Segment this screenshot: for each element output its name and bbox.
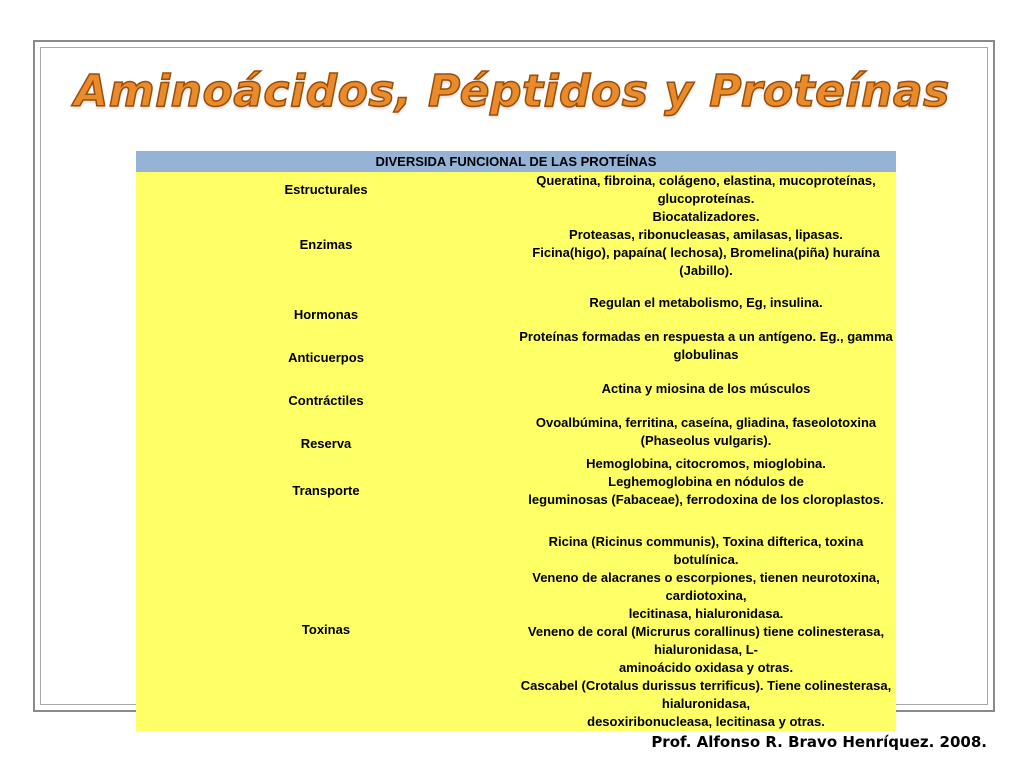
table-row — [136, 453, 896, 528]
description-line: Leghemoglobina en nódulos de — [608, 474, 804, 489]
description-cell — [516, 324, 896, 367]
description-line: leguminosas (Fabaceae), ferrodoxina de los cloroplastos. — [528, 492, 884, 507]
category-cell — [136, 453, 516, 528]
description-cell — [516, 410, 896, 453]
category-label: Estructurales — [284, 182, 368, 197]
description-cell — [516, 528, 896, 731]
category-label: Anticuerpos — [288, 350, 364, 365]
category-label: Transporte — [292, 482, 360, 498]
slide-title: Aminoácidos, Péptidos y Proteínas — [74, 66, 950, 117]
category-cell — [136, 208, 516, 281]
description-line: Biocatalizadores. — [652, 209, 760, 224]
protein-diversity-table — [136, 151, 896, 731]
table-row — [136, 172, 896, 208]
category-cell — [136, 324, 516, 367]
table-header-row — [136, 151, 896, 172]
table-row — [136, 528, 896, 731]
category-label: Contráctiles — [288, 393, 364, 408]
description-line: Veneno de coral (Micrurus corallinus) tiene colinesterasa, hialuronidasa, L- — [527, 624, 885, 657]
table-row — [136, 367, 896, 410]
description-cell — [516, 281, 896, 324]
category-label: Enzimas — [299, 236, 353, 252]
description-line: Queratina, fibroina, colágeno, elastina, mucoproteínas, glucoproteínas. — [536, 173, 876, 206]
category-label: Reserva — [300, 436, 352, 451]
category-cell — [136, 367, 516, 410]
table-header: DIVERSIDA FUNCIONAL DE LAS PROTEÍNAS — [136, 151, 896, 172]
table-row — [136, 208, 896, 281]
description-line: Veneno de alacranes o escorpiones, tienen neurotoxina, cardiotoxina, — [532, 570, 880, 603]
description-line: lecitinasa, hialuronidasa. — [628, 606, 784, 621]
description-line: Actina y miosina de los músculos — [601, 380, 811, 396]
category-cell — [136, 410, 516, 453]
category-cell — [136, 528, 516, 731]
description-line: Ovoalbúmina, ferritina, caseína, gliadina, faseolotoxina (Phaseolus vulgaris). — [535, 414, 877, 448]
description-line: Hemoglobina, citocromos, mioglobina. — [586, 456, 826, 471]
title-area — [0, 62, 1024, 142]
category-cell — [136, 172, 516, 208]
description-cell — [516, 172, 896, 208]
description-line: Proteínas formadas en respuesta a un antígeno. Eg., gamma globulinas — [519, 328, 893, 362]
description-line: Ricina (Ricinus communis), Toxina difterica, toxina botulínica. — [548, 534, 864, 567]
description-cell — [516, 367, 896, 410]
description-line: aminoácido oxidasa y otras. — [618, 660, 794, 675]
description-cell — [516, 453, 896, 528]
table-row — [136, 324, 896, 367]
description-line: Ficina(higo), papaína( lechosa), Bromelina(piña) huraína (Jabillo). — [532, 245, 880, 278]
category-label: Toxinas — [301, 621, 351, 637]
description-line: Proteasas, ribonucleasas, amilasas, lipasas. — [569, 227, 843, 242]
author-footer: Prof. Alfonso R. Bravo Henríquez. 2008. — [651, 733, 987, 751]
category-label: Hormonas — [293, 307, 359, 322]
description-line: desoxiribonucleasa, lecitinasa y otras. — [587, 714, 825, 729]
description-cell — [516, 208, 896, 281]
description-line: Cascabel (Crotalus durissus terrificus). Tiene colinesterasa, hialuronidasa, — [520, 678, 892, 711]
table-row — [136, 281, 896, 324]
table-row — [136, 410, 896, 453]
description-line: Regulan el metabolismo, Eg, insulina. — [589, 294, 823, 310]
category-cell — [136, 281, 516, 324]
